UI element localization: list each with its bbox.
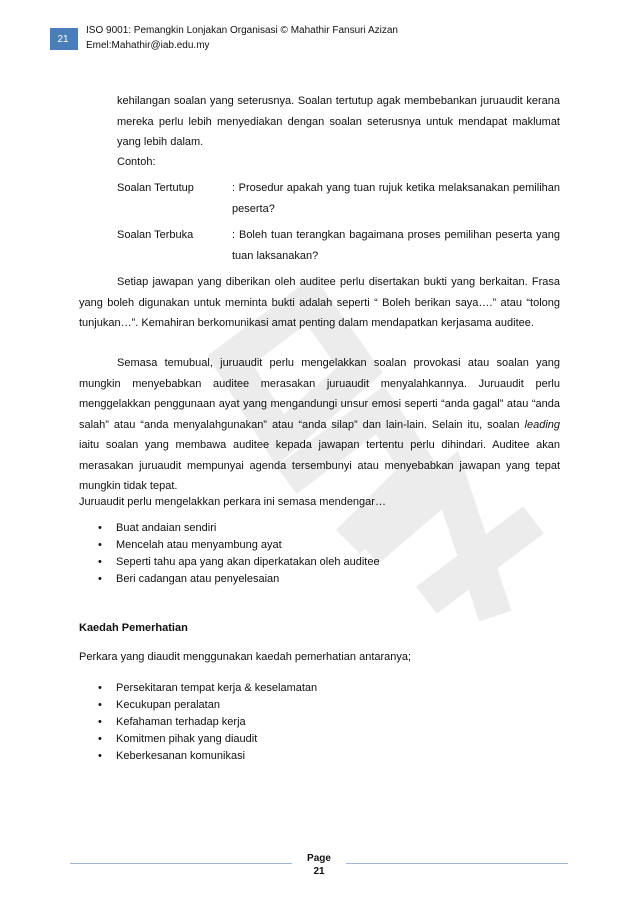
list-item: • Mencelah atau menyambung ayat xyxy=(79,537,380,554)
section-heading: Kaedah Pemerhatian xyxy=(79,622,188,634)
list-item: • Kecukupan peralatan xyxy=(79,697,317,714)
footer-line-right xyxy=(346,863,568,864)
footer-page-label: Page xyxy=(307,853,331,864)
observation-list xyxy=(79,680,317,765)
bullet-icon: • xyxy=(98,682,102,694)
paragraph-interview-part1: Semasa temubual, juruaudit perlu mengelakkan soalan provokasi atau soalan yang mungkin menyebabkan auditee merasakan juruaudit menyalahkannya. Juruaudit perlu menggelakkan penggunaan ayat yang mengandungi unsur emosi seperti “anda gagal” atau “anda salah” atau “anda menyalahgunakan” atau “anda silap” dan lain-lain. Selain itu, soalan xyxy=(79,357,560,431)
list-item: • Kefahaman terhadap kerja xyxy=(79,714,317,731)
bullet-icon: • xyxy=(98,733,102,745)
example-row-text: : Boleh tuan terangkan bagaimana proses pemilihan peserta yang tuan laksanakan? xyxy=(232,229,560,262)
list-item: • Persekitaran tempat kerja & keselamatan xyxy=(79,680,317,697)
footer-page xyxy=(296,852,342,878)
list-item: • Buat andaian sendiri xyxy=(79,520,380,537)
paragraph-observation: Perkara yang diaudit menggunakan kaedah pemerhatian antaranya; xyxy=(79,651,412,663)
paragraph-closing-question: kehilangan soalan yang seterusnya. Soalan tertutup agak membebankan juruaudit kerana mereka perlu lebih menyediakan dengan soalan seterusnya untuk mendapat maklumat yang lebih dalam. xyxy=(117,95,560,148)
example-label: Contoh: xyxy=(117,156,156,168)
list-item: • Keberkesanan komunikasi xyxy=(79,748,317,765)
bullet-icon: • xyxy=(98,699,102,711)
header-title xyxy=(86,23,398,53)
paragraph-interview-italic: leading xyxy=(524,418,560,431)
header-title-line1: ISO 9001: Pemangkin Lonjakan Organisasi © Mahathir Fansuri Azizan xyxy=(86,25,398,36)
avoid-list xyxy=(79,520,380,588)
list-item: • Seperti tahu apa yang akan diperkatakan oleh auditee xyxy=(79,554,380,571)
bullet-icon: • xyxy=(98,573,102,585)
example-row-label: Soalan Tertutup xyxy=(117,182,194,194)
paragraph-listening: Juruaudit perlu mengelakkan perkara ini semasa mendengar… xyxy=(79,496,386,508)
header-title-line2: Emel:Mahathir@iab.edu.my xyxy=(86,40,210,51)
header-divider xyxy=(76,28,78,50)
bullet-icon: • xyxy=(98,522,102,534)
footer-page-number: 21 xyxy=(313,866,325,877)
paragraph-evidence: Setiap jawapan yang diberikan oleh auditee perlu disertakan bukti yang berkaitan. Frasa yang boleh digunakan untuk meminta bukti adalah seperti “ Boleh berikan saya….” atau “tolong tunjukan…”. Kemahiran berkomunikasi amat penting dalam mendapatkan kerjasama auditee. xyxy=(79,276,560,329)
bullet-icon: • xyxy=(98,716,102,728)
footer-line-left xyxy=(70,863,292,864)
header-page-number: 21 xyxy=(50,28,76,50)
example-row-label: Soalan Terbuka xyxy=(117,229,194,241)
paragraph-interview-part2: iaitu soalan yang membawa auditee kepada jawapan tertentu perlu dihindari. Auditee akan merasakan juruaudit mempunyai agenda tersembunyi atau menyebabkan jawapan yang tepat mungkin tidak tepat. xyxy=(79,439,560,492)
bullet-icon: • xyxy=(98,556,102,568)
paragraph-interview xyxy=(79,353,560,497)
example-row-text: : Prosedur apakah yang tuan rujuk ketika melaksanakan pemilihan peserta? xyxy=(232,182,560,215)
list-item: • Komitmen pihak yang diaudit xyxy=(79,731,317,748)
bullet-icon: • xyxy=(98,750,102,762)
list-item: • Beri cadangan atau penyelesaian xyxy=(79,571,380,588)
bullet-icon: • xyxy=(98,539,102,551)
